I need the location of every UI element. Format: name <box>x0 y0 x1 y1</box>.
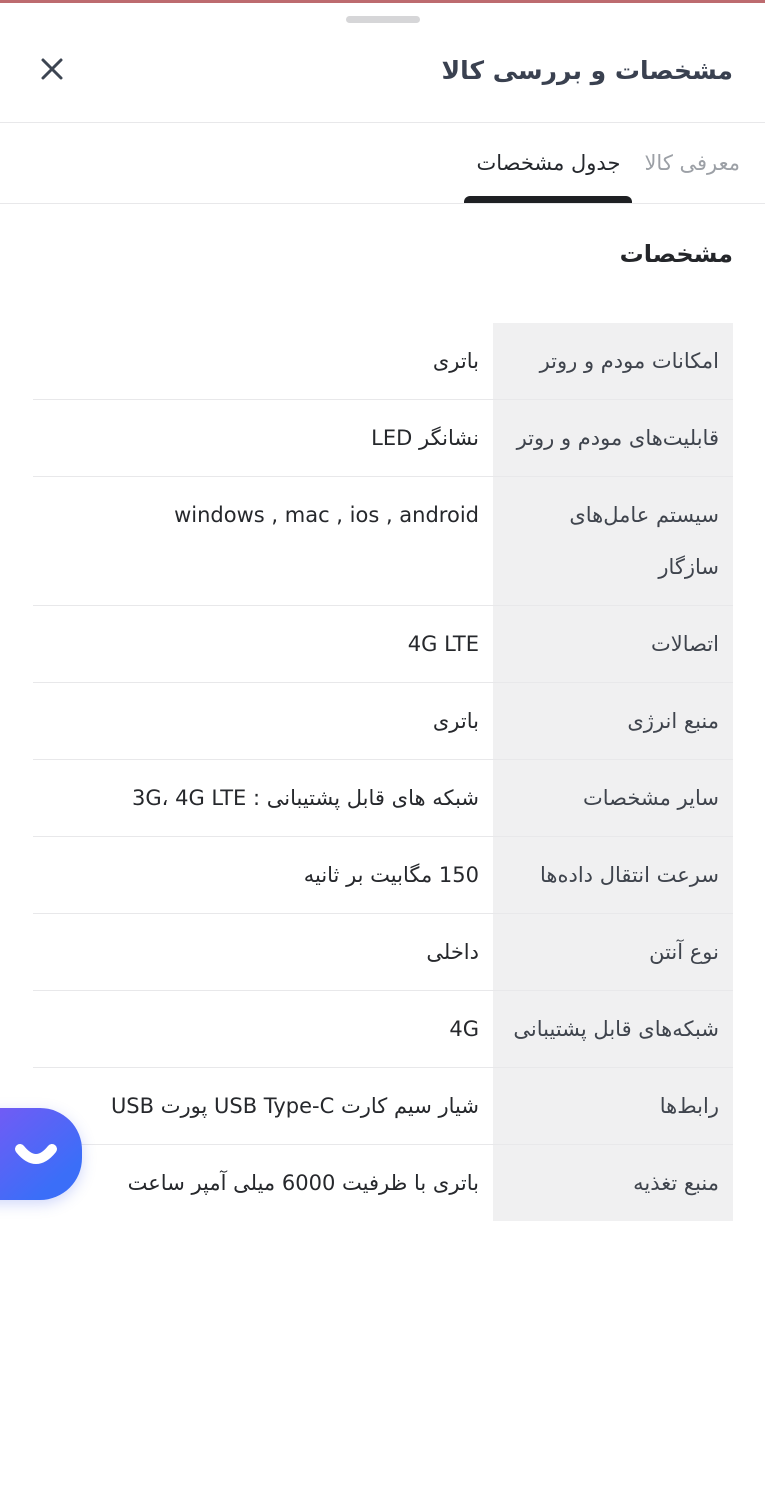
top-accent-line <box>0 0 765 3</box>
drag-handle[interactable] <box>346 16 420 23</box>
divider <box>0 203 765 204</box>
tab-bar <box>0 123 765 203</box>
spec-label: سرعت انتقال داده‌ها <box>493 837 733 913</box>
close-icon <box>38 55 66 86</box>
spec-row <box>33 990 733 1067</box>
chat-smile-icon <box>14 1143 58 1172</box>
spec-value: 4G LTE <box>407 632 479 656</box>
spec-table <box>33 323 733 1221</box>
tab-product-intro[interactable]: معرفی کالا <box>632 123 752 203</box>
spec-row <box>33 476 733 605</box>
close-button[interactable] <box>32 50 72 90</box>
spec-label: شبکه‌های قابل پشتیبانی <box>493 991 733 1067</box>
chat-widget-button[interactable] <box>0 1108 82 1200</box>
spec-value: windows , mac , ios , android <box>174 503 479 527</box>
spec-value: شیار سیم کارت USB Type-C پورت USB <box>110 1094 479 1118</box>
spec-label: قابلیت‌های مودم و روتر <box>493 400 733 476</box>
section-heading: مشخصات <box>619 240 733 268</box>
spec-label: امکانات مودم و روتر <box>493 323 733 399</box>
spec-value: باتری <box>432 349 479 373</box>
spec-label: اتصالات <box>493 606 733 682</box>
spec-row <box>33 399 733 476</box>
spec-row <box>33 605 733 682</box>
spec-value: شبکه های قابل پشتیبانی : 3G، 4G LTE <box>132 786 479 810</box>
spec-value: باتری <box>432 709 479 733</box>
tab-spec-table-label: جدول مشخصات <box>476 151 621 175</box>
spec-value: 150 مگابیت بر ثانیه <box>303 863 479 887</box>
spec-row <box>33 836 733 913</box>
tab-spec-table[interactable] <box>464 123 632 203</box>
spec-value: نشانگر LED <box>371 426 479 450</box>
spec-label: سایر مشخصات <box>493 760 733 836</box>
spec-value: 4G <box>449 1017 479 1041</box>
spec-label: سیستم عامل‌های سازگار <box>493 477 733 605</box>
spec-value: باتری با ظرفیت 6000 میلی آمپر ساعت <box>127 1171 479 1195</box>
spec-label: رابط‌ها <box>493 1068 733 1144</box>
spec-row <box>33 682 733 759</box>
spec-row <box>33 759 733 836</box>
spec-label: نوع آنتن <box>493 914 733 990</box>
spec-label: منبع تغذیه <box>493 1145 733 1221</box>
sheet-header <box>0 30 765 110</box>
spec-row <box>33 913 733 990</box>
active-tab-underline <box>464 196 632 203</box>
spec-row <box>33 1144 733 1221</box>
spec-row <box>33 323 733 399</box>
spec-row <box>33 1067 733 1144</box>
spec-value: داخلی <box>426 940 479 964</box>
spec-label: منبع انرژی <box>493 683 733 759</box>
page-title: مشخصات و بررسی کالا <box>441 55 733 85</box>
